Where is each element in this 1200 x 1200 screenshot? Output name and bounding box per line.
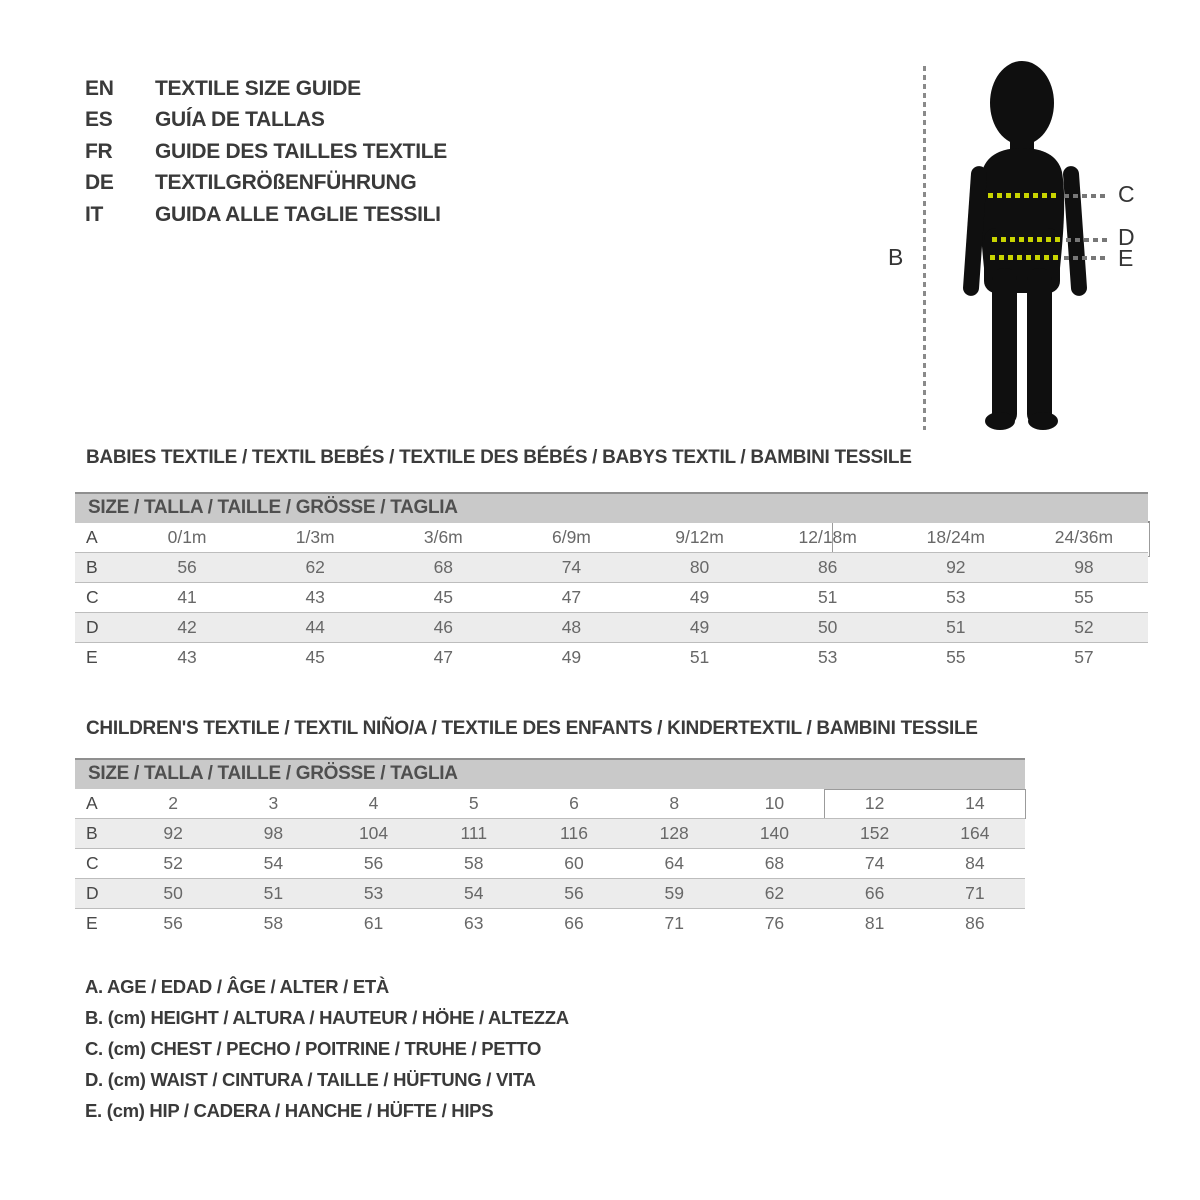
table-row — [75, 613, 1148, 643]
size-cell: 53 — [946, 587, 966, 607]
height-dashed-line — [923, 66, 926, 430]
size-cell: 1/3m — [295, 527, 335, 547]
size-cell: 164 — [925, 819, 1025, 849]
size-cell: 66 — [564, 913, 584, 933]
size-cell: 152 — [825, 819, 925, 849]
language-title: GUÍA DE TALLAS — [155, 108, 325, 132]
row-label: D — [75, 613, 123, 643]
size-cell: 84 — [965, 853, 985, 873]
size-cell: 55 — [1074, 587, 1094, 607]
size-cell: 43 — [177, 647, 197, 667]
measurement-legend — [85, 971, 569, 1126]
row-label: C — [86, 587, 99, 607]
size-cell: 54 — [424, 879, 524, 909]
language-title: GUIDE DES TAILLES TEXTILE — [155, 139, 447, 163]
size-cell: 116 — [524, 819, 624, 849]
size-cell: 46 — [379, 613, 507, 643]
size-cell: 3/6m — [423, 527, 463, 547]
size-cell: 62 — [724, 879, 824, 909]
size-cell: 12/18m — [798, 527, 857, 547]
size-cell: 51 — [223, 879, 323, 909]
list-item — [85, 199, 447, 231]
children-section-title: CHILDREN'S TEXTILE / TEXTIL NIÑO/A / TEXTILE DES ENFANTS / KINDERTEXTIL / BAMBINI TESSILE — [86, 718, 978, 739]
table-row — [75, 879, 1025, 909]
row-label: E — [86, 913, 98, 933]
language-title: GUIDA ALLE TAGLIE TESSILI — [155, 202, 441, 226]
size-cell: 64 — [664, 853, 684, 873]
size-cell: 62 — [251, 553, 379, 583]
children-size-table — [75, 758, 1025, 938]
legend-line-hip: E. (cm) HIP / CADERA / HANCHE / HÜFTE / HIPS — [85, 1099, 494, 1121]
size-cell: 3 — [268, 793, 279, 813]
table-row — [75, 583, 1148, 613]
language-code: DE — [85, 171, 114, 195]
size-cell: 12 — [864, 793, 885, 813]
size-cell: 18/24m — [926, 527, 985, 547]
size-header-bar: SIZE / TALLA / TAILLE / GRÖSSE / TAGLIA — [75, 492, 1148, 523]
size-cell: 98 — [223, 819, 323, 849]
size-cell: 63 — [464, 913, 484, 933]
size-cell: 10 — [764, 793, 785, 813]
list-item — [85, 168, 447, 200]
size-cell: 8 — [669, 793, 680, 813]
size-cell: 56 — [123, 553, 251, 583]
babies-size-table — [75, 492, 1148, 672]
language-title: TEXTILE SIZE GUIDE — [155, 76, 361, 100]
size-cell: 47 — [561, 587, 582, 607]
size-cell: 57 — [1074, 647, 1094, 667]
row-label: B — [75, 553, 123, 583]
size-cell: 55 — [946, 647, 966, 667]
size-cell: 24/36m — [1054, 527, 1114, 547]
legend-line-chest: C. (cm) CHEST / PECHO / POITRINE / TRUHE / PETTO — [85, 1037, 542, 1059]
size-cell: 58 — [464, 853, 484, 873]
size-cell: 49 — [636, 613, 764, 643]
language-code: ES — [85, 108, 113, 132]
size-cell: 86 — [764, 553, 892, 583]
size-cell: 86 — [965, 913, 985, 933]
size-cell: 9/12m — [675, 527, 724, 547]
size-cell: 6/9m — [551, 527, 591, 547]
size-header-bar: SIZE / TALLA / TAILLE / GRÖSSE / TAGLIA — [75, 758, 1025, 789]
size-cell: 140 — [724, 819, 824, 849]
list-item — [85, 136, 447, 168]
size-cell: 50 — [123, 879, 223, 909]
size-cell: 43 — [305, 587, 325, 607]
legend-line-height: B. (cm) HEIGHT / ALTURA / HAUTEUR / HÖHE / ALTEZZA — [85, 1006, 569, 1028]
waist-dashed-line — [992, 237, 1060, 242]
size-cell: 45 — [433, 587, 454, 607]
waist-measure-label: D — [1118, 224, 1135, 250]
chest-measure-label: C — [1118, 181, 1135, 207]
size-cell: 92 — [123, 819, 223, 849]
size-cell: 6 — [569, 793, 579, 813]
size-cell: 56 — [163, 913, 183, 933]
size-cell: 92 — [892, 553, 1020, 583]
size-cell: 66 — [825, 879, 925, 909]
size-cell: 104 — [323, 819, 423, 849]
legend-line-age: A. AGE / EDAD / ÂGE / ALTER / ETÀ — [85, 975, 389, 997]
language-title-list — [85, 73, 447, 231]
hip-leader-line — [1064, 256, 1108, 260]
hip-dashed-line — [990, 255, 1062, 260]
list-item — [85, 73, 447, 105]
size-cell: 60 — [564, 853, 584, 873]
row-label: E — [86, 647, 98, 667]
size-cell: 53 — [817, 647, 838, 667]
size-cell: 5 — [468, 793, 479, 813]
size-cell: 42 — [123, 613, 251, 643]
size-cell: 44 — [251, 613, 379, 643]
table-row — [75, 849, 1025, 879]
size-cell: 59 — [624, 879, 724, 909]
size-cell: 71 — [925, 879, 1025, 909]
size-cell: 61 — [363, 913, 384, 933]
row-label: B — [75, 819, 123, 849]
size-cell: 80 — [636, 553, 764, 583]
size-cell: 47 — [433, 647, 454, 667]
size-cell: 2 — [168, 793, 178, 813]
size-cell: 54 — [263, 853, 284, 873]
size-cell: 41 — [177, 587, 197, 607]
size-cell: 76 — [764, 913, 785, 933]
size-cell: 51 — [689, 647, 710, 667]
table-row — [75, 643, 1148, 673]
chest-dashed-line — [988, 193, 1058, 198]
size-cell: 4 — [368, 793, 379, 813]
table-row — [75, 553, 1148, 583]
size-cell: 68 — [379, 553, 507, 583]
chest-leader-line — [1064, 194, 1108, 198]
language-code: EN — [85, 76, 114, 100]
size-cell: 56 — [524, 879, 624, 909]
size-cell: 58 — [263, 913, 284, 933]
size-cell: 45 — [305, 647, 325, 667]
size-cell: 74 — [507, 553, 635, 583]
hip-measure-label: E — [1118, 245, 1134, 271]
row-label: A — [86, 793, 98, 813]
language-title: TEXTILGRÖßENFÜHRUNG — [155, 171, 417, 195]
babies-section-title: BABIES TEXTILE / TEXTIL BEBÉS / TEXTILE DES BÉBÉS / BABYS TEXTIL / BAMBINI TESSILE — [86, 447, 912, 468]
size-cell: 14 — [965, 793, 985, 813]
size-cell: 51 — [892, 613, 1020, 643]
table-row — [75, 909, 1025, 939]
language-code: IT — [85, 202, 104, 226]
size-cell: 128 — [624, 819, 724, 849]
size-cell: 52 — [163, 853, 183, 873]
height-measure-label: B — [888, 244, 904, 270]
size-cell: 98 — [1020, 553, 1148, 583]
child-silhouette — [960, 58, 1090, 433]
size-cell: 74 — [864, 853, 885, 873]
language-code: FR — [85, 139, 113, 163]
size-cell: 68 — [764, 853, 785, 873]
size-cell: 71 — [664, 913, 684, 933]
size-cell: 56 — [363, 853, 384, 873]
size-cell: 49 — [689, 587, 710, 607]
row-label: D — [75, 879, 123, 909]
size-cell: 51 — [817, 587, 838, 607]
table-row — [75, 789, 1025, 819]
row-label: C — [86, 853, 99, 873]
size-cell: 50 — [764, 613, 892, 643]
size-cell: 52 — [1020, 613, 1148, 643]
size-cell: 0/1m — [167, 527, 207, 547]
row-label: A — [86, 527, 98, 547]
size-cell: 53 — [323, 879, 423, 909]
table-row — [75, 819, 1025, 849]
legend-line-waist: D. (cm) WAIST / CINTURA / TAILLE / HÜFTUNG / VITA — [85, 1068, 536, 1090]
size-cell: 111 — [424, 819, 524, 849]
list-item — [85, 105, 447, 137]
size-cell: 48 — [507, 613, 635, 643]
size-cell: 81 — [864, 913, 885, 933]
table-row — [75, 523, 1148, 553]
waist-leader-line — [1066, 238, 1108, 242]
size-cell: 49 — [561, 647, 582, 667]
